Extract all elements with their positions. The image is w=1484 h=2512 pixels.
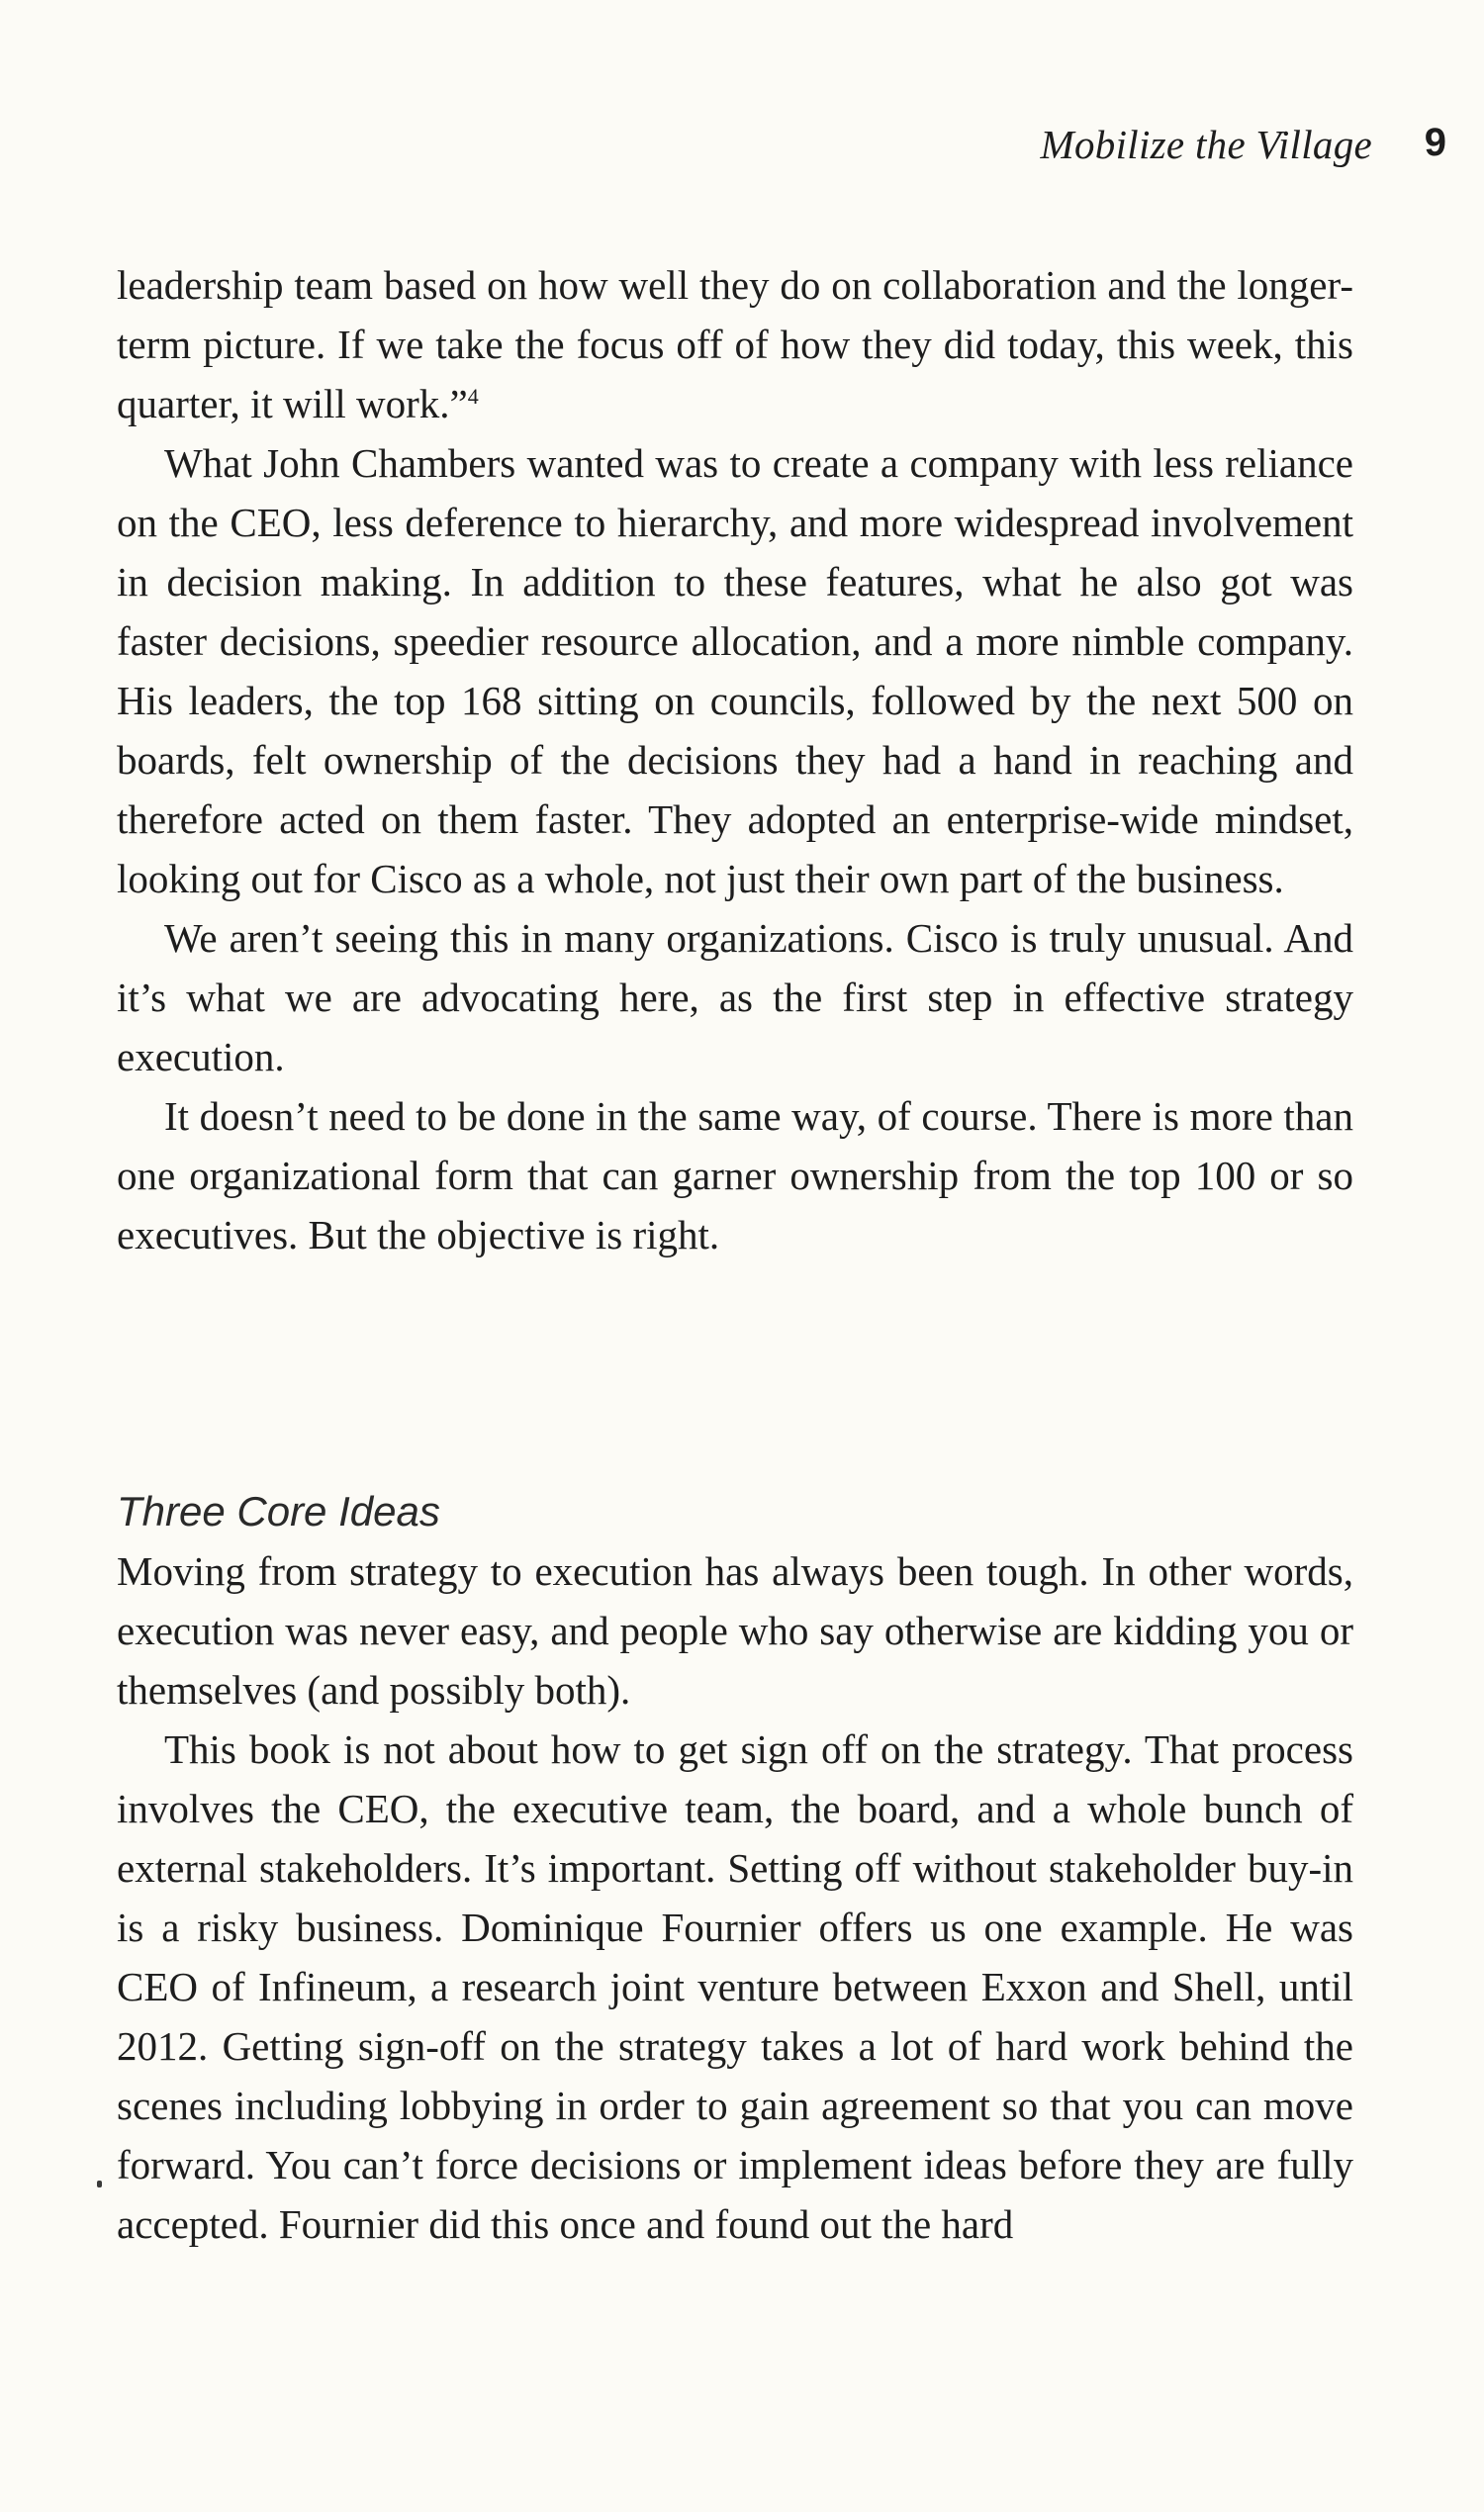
page-number: 9 bbox=[1424, 121, 1446, 164]
paragraph-text: leadership team based on how well they do on collaboration and the longer-term picture. If we take the focus off of how they did today, this week, this quarter, it will work.” bbox=[117, 262, 1353, 426]
section-heading: Three Core Ideas bbox=[117, 1488, 440, 1535]
paragraph: It doesn’t need to be done in the same way, of course. There is more than one organizational form that can garner ownership from the top 100 or so executives. But the objective is right. bbox=[117, 1093, 1353, 1257]
body-text-bottom bbox=[117, 1541, 1353, 2254]
paragraph: Moving from strategy to execution has always been tough. In other words, execution was never easy, and people who say otherwise are kidding you or themselves (and possibly both). bbox=[117, 1548, 1353, 1713]
footnote-marker: 4 bbox=[467, 384, 479, 409]
paragraph: This book is not about how to get sign off on the strategy. That process involves the CEO, the executive team, the board, and a whole bunch of external stakeholders. It’s important. Setting off without stakeholder buy-in is a risky business. Dominique Fournier offers us one example. He was CEO of Infineum, a research joint venture between Exxon and Shell, until 2012. Getting sign-off on the strategy takes a lot of hard work behind the scenes including lobbying in order to gain agreement so that you can move forward. You can’t force decisions or implement ideas before they are fully accepted. Fournier did this once and found out the hard bbox=[117, 1726, 1353, 2247]
body-text-top bbox=[117, 255, 1353, 1264]
paragraph bbox=[117, 255, 1353, 433]
paragraph: What John Chambers wanted was to create a company with less reliance on the CEO, less deference to hierarchy, and more widespread involvement in decision making. In addition to these features, what he also got was faster decisions, speedier resource allocation, and a more nimble company. His leaders, the top 168 sitting on councils, followed by the next 500 on boards, felt ownership of the decisions they had a hand in reaching and therefore acted on them faster. They adopted an enterprise-wide mindset, looking out for Cisco as a whole, not just their own part of the business. bbox=[117, 440, 1353, 901]
running-title: Mobilize the Village bbox=[1040, 122, 1372, 167]
paragraph: We aren’t seeing this in many organizations. Cisco is truly unusual. And it’s what we are advocating here, as the first step in effective strategy execution. bbox=[117, 915, 1353, 1079]
running-head bbox=[117, 121, 1446, 180]
scan-speck bbox=[97, 2181, 102, 2187]
